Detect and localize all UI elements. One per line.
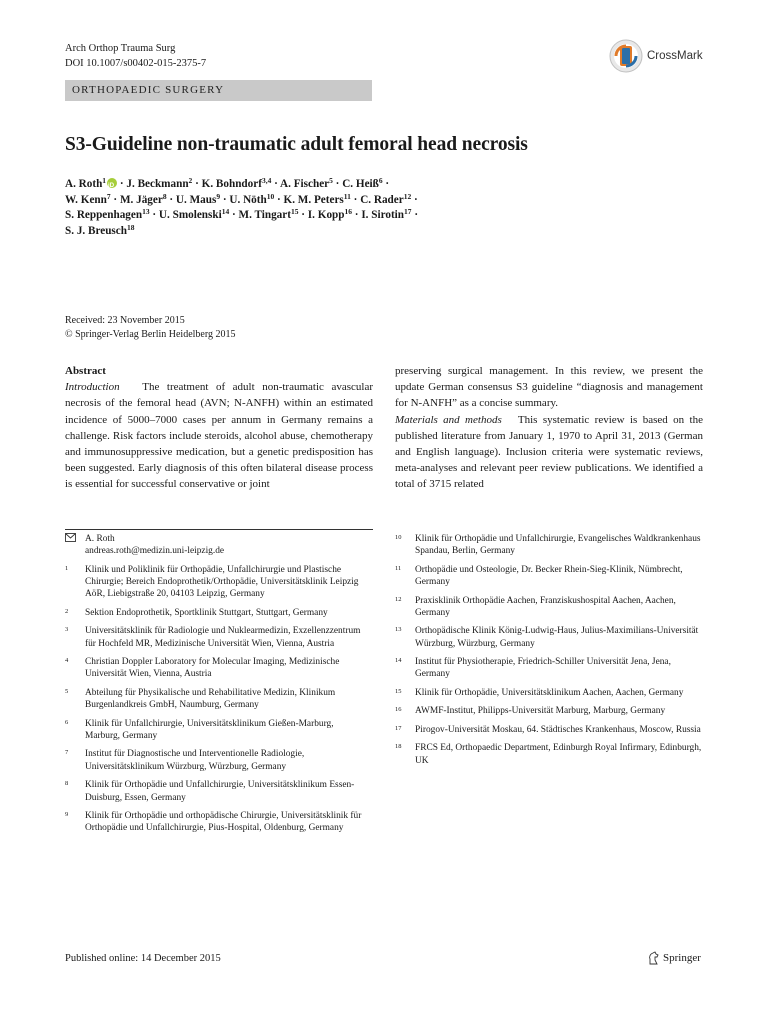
affiliation-text: Sektion Endoprothetik, Sportklinik Stuttgart, Stuttgart, Germany (85, 607, 328, 618)
affiliation-text: Klinik für Orthopädie und Unfallchirurgie, Evangelisches Waldkrankenhaus Spandau, Berlin, Germany (415, 534, 701, 557)
author-line: S. Reppenhagen$^{13}$ · U. Smolenski$^{14}$ · M. Tingart$^{15}$ · I. Kopp$^{16}$ · I. Sirotin$^{17}$ · (65, 207, 419, 222)
affiliation-text: Pirogov-Universität Moskau, 64. Städtisches Krankenhaus, Moscow, Russia (415, 724, 701, 735)
affiliation-number: 10 (395, 534, 402, 541)
published-online: Published online: 14 December 2015 (65, 953, 221, 964)
affiliation-item (65, 625, 365, 650)
author-affiliation-ref: 15 (290, 207, 299, 217)
copyright-line: © Springer-Verlag Berlin Heidelberg 2015 (65, 329, 236, 340)
introduction-text: The treatment of adult non-traumatic avascular necrosis of the femoral head (AVN; N-ANFH) within an estimated incidence of 5000–7000 cases per annum in Germany remains a challenge. Risk factors include steroids, alcohol abuse, chemotherapy and immunosuppressive medication, but a genetic predisposition has been suggested. Early diagnosis of this often bilateral disease process is essential for successful conservative or joint (65, 381, 373, 491)
affiliation-text: Praxisklinik Orthopädie Aachen, Franziskushospital Aachen, Aachen, Germany (415, 595, 676, 618)
crossmark-badge[interactable] (609, 39, 703, 73)
affiliation-number: 7 (65, 749, 69, 757)
author-list (65, 177, 485, 239)
author-affiliation-ref: 17 (404, 207, 412, 217)
springer-logo[interactable] (647, 951, 701, 965)
author-affiliation-ref: 10 (266, 191, 275, 201)
springer-label: Springer (663, 952, 701, 964)
abstract-methods (395, 412, 703, 493)
author-name[interactable]: U. Maus (175, 193, 217, 206)
affiliation-text: Klinik für Orthopädie und Unfallchirurgie, Universitätsklinikum Essen-Duisburg, Essen, Germany (85, 780, 355, 803)
abstract-introduction (65, 379, 373, 492)
affiliation-item (65, 748, 365, 773)
affiliation-item (395, 742, 705, 767)
affiliation-number: 2 (65, 607, 69, 615)
footnote-divider (65, 529, 373, 530)
article-dates (65, 314, 236, 342)
affiliation-text: Institut für Physiotherapie, Friedrich-Schiller Universität Jena, Jena, Germany (415, 657, 671, 680)
affiliation-number: 8 (65, 780, 69, 788)
author-name[interactable]: C. Heiß (342, 178, 379, 190)
author-name[interactable]: A. Roth (65, 178, 103, 190)
affiliation-number: 3 (65, 626, 69, 634)
affiliation-item (395, 625, 705, 650)
affiliation-item (395, 687, 705, 699)
abstract-left-column (65, 363, 373, 493)
affiliation-number: 18 (395, 743, 402, 751)
affiliation-text: Abteilung für Physikalische und Rehabilitative Medizin, Klinikum Burgenlandkreis GmbH, Naumburg, Germany (85, 687, 336, 711)
author-name[interactable]: U. Smolenski (158, 209, 222, 222)
journal-header (65, 41, 206, 71)
affiliation-text: Christian Doppler Laboratory for Molecular Imaging, Medizinische Universität Wien, Vienna, Austria (85, 657, 340, 680)
affiliation-item (65, 656, 365, 681)
affiliation-number: 15 (395, 687, 402, 695)
methods-label: Materials and methods (395, 413, 502, 426)
author-affiliation-ref: 13 (142, 207, 150, 217)
author-affiliation-ref: 14 (221, 207, 230, 217)
author-affiliation-ref: 16 (344, 207, 352, 217)
affiliation-text: Universitätsklinik für Radiologie und Nuklearmedizin, Exzellenzzentrum für Hochfeld MR, Medizinische Universität Wien, Vienna, Austria (85, 626, 361, 649)
abstract-heading: Abstract (65, 365, 106, 377)
author-affiliation-ref: 11 (343, 191, 351, 201)
springer-horse-icon (647, 951, 660, 965)
affiliation-number: 16 (395, 706, 402, 714)
section-label: ORTHOPAEDIC SURGERY (65, 80, 372, 101)
affiliation-number: 12 (395, 595, 402, 603)
affiliation-text: Institut für Diagnostische und Interventionelle Radiologie, Universitätsklinikum Würzburg, Würzburg, Germany (85, 749, 305, 772)
introduction-label: Introduction (65, 381, 120, 394)
author-name[interactable]: K. Bohndorf (201, 178, 262, 190)
author-name[interactable]: U. Nöth (229, 193, 267, 206)
author-line (65, 224, 485, 240)
affiliation-item (395, 595, 705, 620)
author-name[interactable]: M. Tingart (238, 209, 291, 222)
author-affiliation-ref: 12 (403, 191, 412, 201)
affiliation-item (395, 533, 705, 558)
envelope-icon (65, 533, 85, 558)
author-name[interactable]: I. Sirotin (361, 209, 405, 222)
affiliation-text: Klinik und Poliklinik für Orthopädie, Unfallchirurgie und Plastische Chirurgie; Bereich Endoprothetik/Orthopädie, Universitätsklinik Leipzig AöR, Liebigstraße 20, 04103 Leipzig, Germany (85, 564, 359, 600)
affiliation-item (65, 564, 365, 601)
affiliation-item (395, 705, 705, 717)
journal-name: Arch Orthop Trauma Surg (65, 43, 176, 54)
author-affiliation-ref: 18 (126, 222, 135, 232)
author-affiliation-ref: 9 (216, 191, 221, 201)
author-name[interactable]: A. Fischer (280, 178, 330, 190)
affiliation-item (65, 810, 365, 835)
author-name[interactable]: C. Rader (360, 193, 404, 206)
affiliation-text: Orthopädie und Osteologie, Dr. Becker Rhein-Sieg-Klinik, Nümbrecht, Germany (415, 564, 683, 588)
affiliation-text: Orthopädische Klinik König-Ludwig-Haus, Julius-Maximilians-Universität Würzburg, Würzburg, Germany (415, 626, 699, 649)
author-affiliation-ref: 2 (188, 176, 193, 185)
affiliations-left (65, 533, 365, 841)
affiliation-item (65, 718, 365, 743)
article-title: S3-Guideline non-traumatic adult femoral head necrosis (65, 134, 528, 155)
received-date: Received: 23 November 2015 (65, 315, 185, 326)
crossmark-label: CrossMark (647, 50, 703, 62)
abstract-continuation: preserving surgical management. In this review, we present the update German consensus S3 guideline “diagnosis and management for N-ANFH” as a concise summary. (395, 365, 703, 410)
affiliation-number: 9 (65, 811, 69, 819)
affiliation-number: 4 (65, 657, 69, 665)
affiliation-number: 6 (65, 718, 69, 726)
crossmark-icon (609, 39, 643, 73)
affiliation-number: 11 (395, 564, 402, 572)
author-name[interactable]: J. Beckmann (126, 178, 189, 190)
affiliation-text: FRCS Ed, Orthopaedic Department, Edinburgh Royal Infirmary, Edinburgh, UK (415, 743, 702, 766)
author-affiliation-ref: 6 (378, 176, 383, 185)
author-affiliation-ref: 5 (329, 176, 333, 185)
affiliation-text: AWMF-Institut, Philipps-Universität Marburg, Marburg, Germany (415, 706, 666, 717)
contact-name: A. Roth (85, 534, 115, 544)
methods-text: This systematic review is based on the published literature from January 1, 1970 to April 31, 2013 (German and English language). Inclusion criteria were systematic reviews, meta-analyses and relevant peer review publications. We identified a total of 3715 related (395, 413, 703, 491)
affiliation-item (395, 564, 705, 589)
affiliation-item (65, 607, 365, 619)
author-affiliation-ref: 3,4 (261, 176, 272, 185)
affiliation-text: Klinik für Orthopädie und orthopädische Chirurgie, Universitätsklinik für Orthopädie und Unfallchirurgie, Pius-Hospital, Oldenburg, Germany (85, 811, 362, 834)
doi-link[interactable]: DOI 10.1007/s00402-015-2375-7 (65, 58, 207, 69)
affiliation-number: 13 (395, 626, 402, 634)
author-name[interactable]: S. Reppenhagen (65, 209, 143, 222)
affiliation-number: 1 (65, 564, 69, 572)
author-name[interactable]: W. Kenn (65, 193, 107, 206)
author-affiliation-ref: 7 (106, 191, 111, 201)
author-affiliation-ref: 8 (162, 191, 167, 201)
author-name[interactable]: S. J. Breusch (65, 224, 127, 237)
author-name[interactable]: K. M. Peters (283, 193, 344, 206)
affiliation-number: 5 (65, 687, 69, 695)
affiliation-item (65, 687, 365, 712)
affiliation-number: 17 (395, 724, 402, 732)
contact-email[interactable]: andreas.roth@medizin.uni-leipzig.de (85, 546, 225, 557)
affiliation-item (395, 724, 705, 736)
author-affiliation-ref: 1 (102, 176, 107, 185)
orcid-icon[interactable] (107, 178, 117, 188)
corresponding-author (65, 533, 365, 558)
author-name[interactable]: M. Jäger (119, 193, 163, 206)
affiliation-number: 14 (395, 657, 402, 665)
affiliations-right (395, 533, 705, 773)
author-name[interactable]: I. Kopp (307, 209, 345, 222)
affiliation-item (65, 779, 365, 804)
affiliation-item (395, 656, 705, 681)
author-line: W. Kenn$^7$ · M. Jäger$^8$ · U. Maus$^9$ · U. Nöth$^{10}$ · K. M. Peters$^{11}$ · C. Rader$^{12}$ · (65, 191, 418, 206)
abstract-right-column (395, 363, 703, 493)
affiliation-text: Klinik für Unfallchirurgie, Universitätsklinikum Gießen-Marburg, Marburg, Germany (85, 718, 334, 741)
author-line: A. Roth$^1$iD · J. Beckmann$^2$ · K. Bohndorf$^{3,4}$ · A. Fischer$^5$ · C. Heiß$^6$ · (65, 177, 485, 193)
affiliation-text: Klinik für Orthopädie, Universitätsklinikum Aachen, Aachen, Germany (415, 687, 684, 698)
